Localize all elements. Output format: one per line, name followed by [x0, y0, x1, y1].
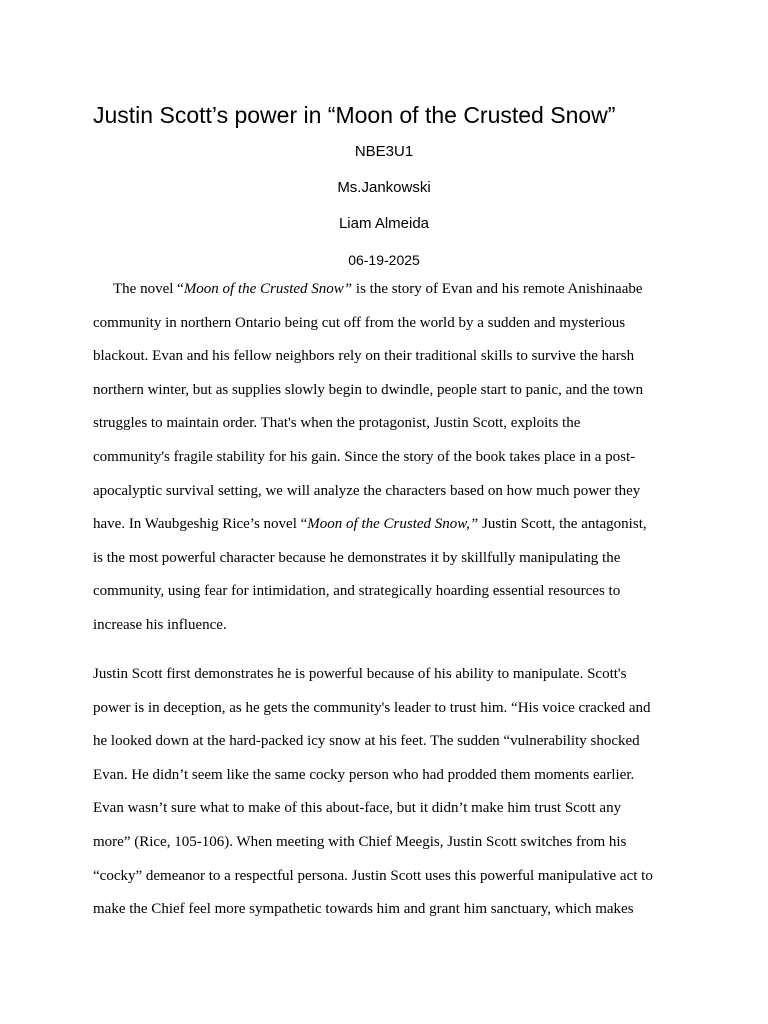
paragraph-line: community, using fear for intimidation, and strategically hoarding essential resources to: [93, 583, 621, 600]
paragraph-line: power is in deception, as he gets the community's leader to trust him. “His voice cracked and: [93, 699, 651, 716]
paragraph-line: increase his influence.: [93, 616, 227, 633]
paragraph-line: [93, 273, 678, 307]
text-run: is the story of Evan and his remote Anishinaabe: [352, 281, 643, 297]
paragraph-line: [93, 508, 678, 542]
paragraph-line: Evan. He didn’t seem like the same cocky person who had prodded them moments earlier.: [93, 766, 635, 783]
paragraph-line: make the Chief feel more sympathetic towards him and grant him sanctuary, which makes: [93, 901, 634, 918]
paragraph-line: community's fragile stability for his gain. Since the story of the book takes place in a post-: [93, 448, 636, 465]
paragraph-line: northern winter, but as supplies slowly begin to dwindle, people start to panic, and the town: [93, 381, 644, 398]
student-name: Liam Almeida: [338, 215, 430, 232]
paragraph-manipulation: [93, 658, 678, 927]
paragraph-line: he looked down at the hard-packed icy snow at his feet. The sudden “vulnerability shocked: [93, 733, 640, 750]
paragraph-line: community in northern Ontario being cut off from the world by a sudden and mysterious: [93, 314, 626, 331]
text-run: Justin Scott, the antagonist,: [478, 516, 647, 533]
book-title: Moon of the Crusted Snow”: [183, 281, 353, 297]
paragraph-line: struggles to maintain order. That's when the protagonist, Justin Scott, exploits the: [93, 415, 581, 432]
paragraph-line: blackout. Evan and his fellow neighbors rely on their traditional skills to survive the harsh: [93, 348, 635, 365]
essay-date: 06-19-2025: [348, 252, 420, 268]
essay-title: Justin Scott’s power in “Moon of the Crusted Snow”: [93, 102, 616, 128]
text-run: The novel “: [113, 281, 184, 297]
paragraph-line: Justin Scott first demonstrates he is powerful because of his ability to manipulate. Scott's: [93, 666, 627, 682]
paragraph-line: Evan wasn’t sure what to make of this about-face, but it didn’t make him trust Scott any: [93, 800, 622, 817]
book-title: Moon of the Crusted Snow,”: [307, 516, 479, 533]
paragraph-line: “cocky” demeanor to a respectful persona. Justin Scott uses this powerful manipulative act to: [93, 867, 653, 884]
paragraph-line: more” (Rice, 105-106). When meeting with Chief Meegis, Justin Scott switches from his: [93, 833, 627, 850]
course-code: NBE3U1: [354, 143, 414, 160]
teacher-name: Ms.Jankowski: [337, 179, 431, 196]
paragraph-introduction: [93, 273, 678, 643]
paragraph-line: apocalyptic survival setting, we will analyze the characters based on how much power they: [93, 482, 641, 499]
paragraph-line: is the most powerful character because he demonstrates it by skillfully manipulating the: [93, 549, 621, 566]
text-run: have. In Waubgeshig Rice’s novel “: [93, 516, 308, 533]
